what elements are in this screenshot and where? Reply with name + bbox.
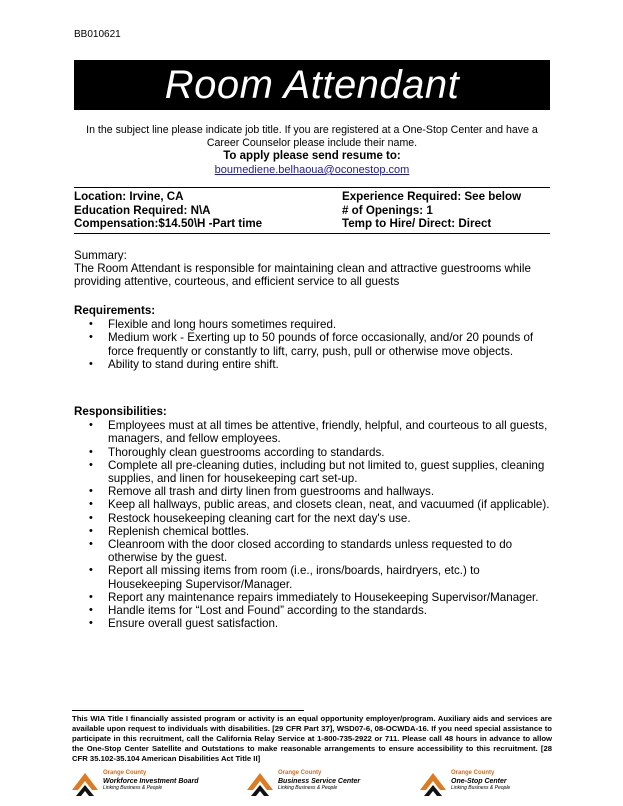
logo-name: Business Service Center [278, 777, 361, 785]
business-service-center-logo [245, 770, 360, 800]
list-item: • Remove all trash and dirty linen from guestrooms and hallways. [74, 485, 554, 498]
logo-org: Orange County [278, 770, 322, 776]
info-row [74, 204, 550, 218]
list-item: • Flexible and long hours sometimes required. [74, 318, 554, 331]
list-item: • Ensure overall guest satisfaction. [74, 617, 554, 630]
job-code: BB010621 [74, 29, 121, 40]
list-item: • Handle items for “Lost and Found” according to the standards. [74, 604, 554, 617]
logo-tagline: Linking Business & People [451, 785, 511, 791]
list-item: • Replenish chemical bottles. [74, 525, 554, 538]
one-stop-center-logo [418, 770, 510, 800]
requirements-heading: Requirements: [74, 304, 156, 317]
list-item: • Report any maintenance repairs immediately to Housekeeping Supervisor/Manager. [74, 591, 554, 604]
workforce-investment-board-logo [70, 770, 199, 800]
education: Education Required: N\A [74, 203, 211, 217]
list-item: • Restock housekeeping cleaning cart for the next day's use. [74, 512, 554, 525]
intro-text: In the subject line please indicate job title. If you are registered at a One-Stop Center and have a Career Counselor please include their name. [86, 124, 538, 149]
email-link[interactable]: boumediene.belhaoua@oconestop.com [214, 164, 410, 176]
summary-section [74, 249, 554, 289]
info-row [74, 217, 550, 231]
apply-label: To apply please send resume to: [223, 150, 401, 162]
logo-name: Workforce Investment Board [103, 777, 199, 785]
logo-tagline: Linking Business & People [103, 785, 163, 791]
logo-name: One-Stop Center [451, 777, 507, 785]
requirements-section [74, 304, 554, 371]
list-item: • Keep all hallways, public areas, and closets clean, neat, and vacuumed (if applicable). [74, 498, 554, 511]
summary-heading: Summary: [74, 249, 127, 262]
list-item: • Ability to stand during entire shift. [74, 358, 554, 371]
footer-divider [72, 710, 304, 711]
experience: Experience Required: See below [342, 190, 522, 203]
list-item: • Thoroughly clean guestrooms according to standards. [74, 446, 554, 459]
list-item: • Medium work - Exerting up to 50 pounds of force occasionally, and/or 20 pounds of force frequently or constantly to lift, carry, push, pull or otherwise move objects. [74, 331, 554, 357]
openings: # of Openings: 1 [342, 203, 433, 217]
eeo-footer-text: This WIA Title I financially assisted program or activity is an equal opportunity employer/program. Auxiliary aids and services are available upon request to individuals with disabilities. [29 CFR Part 37], WSD07-6, 08-OCWDA-16. If you need special assistance to participate in this recruitment, call the California Relay Service at 1-800-735-2922 or 711. Please call 48 hours in advance to allow the One-Stop Center Satellite and Outstations to make reasonable arrangements to ensure accessibility to this recruitment. [28 CFR 35.102-35.104 American Disabilities Act Title II] [72, 714, 552, 764]
responsibilities-section [74, 405, 554, 630]
requirements-list [74, 318, 554, 371]
responsibilities-list [74, 419, 554, 630]
info-row [74, 190, 550, 204]
list-item: • Complete all pre-cleaning duties, including but not limited to, guest supplies, cleaning supplies, and linen for housekeeping cart set-up. [74, 459, 554, 485]
logo-org: Orange County [451, 770, 495, 776]
chevron-logo-icon [418, 770, 448, 798]
job-info-block [74, 190, 550, 231]
list-item: • Cleanroom with the door closed according to standards unless requested to do otherwise by the guest. [74, 538, 554, 564]
divider [74, 233, 550, 234]
hire-type: Temp to Hire/ Direct: Direct [342, 217, 492, 230]
job-title-banner: Room Attendant [74, 60, 550, 110]
chevron-logo-icon [70, 770, 100, 798]
logo-org: Orange County [103, 770, 147, 776]
summary-text: The Room Attendant is responsible for maintaining clean and attractive guestrooms while providing attentive, courteous, and efficient service to all guests [74, 262, 531, 289]
list-item: • Report all missing items from room (i.e., irons/boards, hairdryers, etc.) to Housekeeping Supervisor/Manager. [74, 564, 554, 590]
compensation: Compensation:$14.50\H -Part time [74, 217, 263, 230]
location: Location: Irvine, CA [74, 190, 184, 203]
logo-tagline: Linking Business & People [278, 785, 338, 791]
responsibilities-heading: Responsibilities: [74, 405, 167, 418]
chevron-logo-icon [245, 770, 275, 798]
list-item: • Employees must at all times be attentive, friendly, helpful, and courteous to all guests, managers, and fellow employees. [74, 419, 554, 445]
divider [74, 187, 550, 188]
email-line [70, 164, 554, 176]
